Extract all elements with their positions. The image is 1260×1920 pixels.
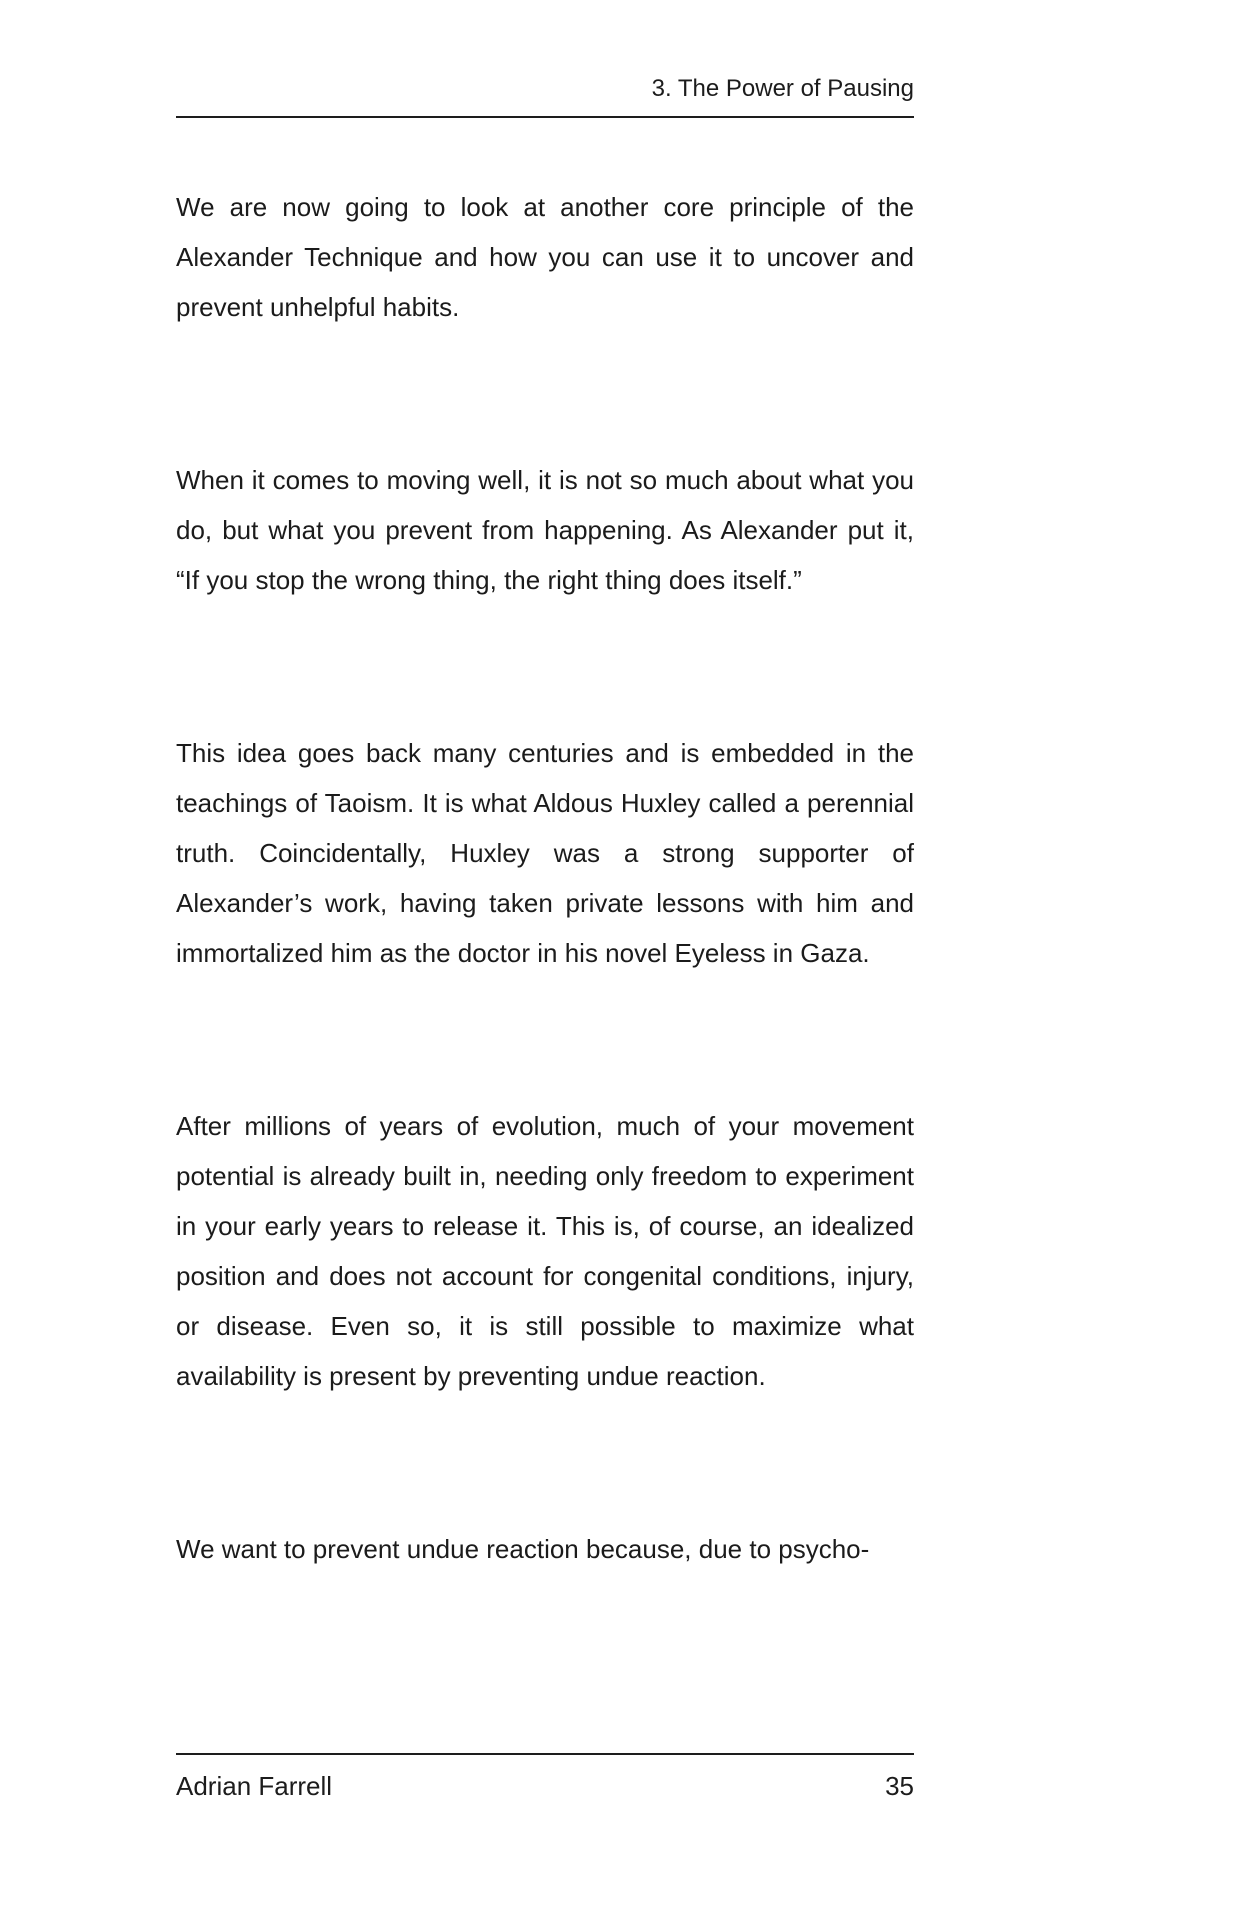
body-paragraph: When it comes to moving well, it is not so much about what you do, but what you prevent from happening. As Alexander put it, “If you stop the wrong thing, the right thing does itself.”: [176, 465, 914, 595]
author-name: Adrian Farrell: [176, 1771, 333, 1801]
running-header: [176, 72, 914, 118]
body-paragraph: This idea goes back many centuries and is embedded in the teachings of Taoism. It is what Aldous Huxley called a perennial truth. Coincidentally, Huxley was a strong supporter of Alexander’s work, having taken private lessons with him and immortalized him as the doctor in his novel Eyeless in Gaza.: [176, 738, 914, 968]
body-paragraph: We want to prevent undue reaction because, due to psycho-: [176, 1534, 870, 1564]
page-content: [176, 0, 914, 1574]
body-text: [176, 182, 914, 1574]
body-paragraph: We are now going to look at another core principle of the Alexander Technique and how you can use it to uncover and prevent unhelpful habits.: [176, 192, 914, 322]
page-number: 35: [885, 1771, 914, 1801]
running-footer: [176, 1753, 914, 1803]
body-paragraph: After millions of years of evolution, much of your movement potential is already built in, needing only freedom to experiment in your early years to release it. This is, of course, an idealized position and does not account for congenital conditions, injury, or disease. Even so, it is still possible to maximize what availability is present by preventing undue reaction.: [176, 1111, 914, 1391]
chapter-title: 3. The Power of Pausing: [651, 75, 914, 102]
